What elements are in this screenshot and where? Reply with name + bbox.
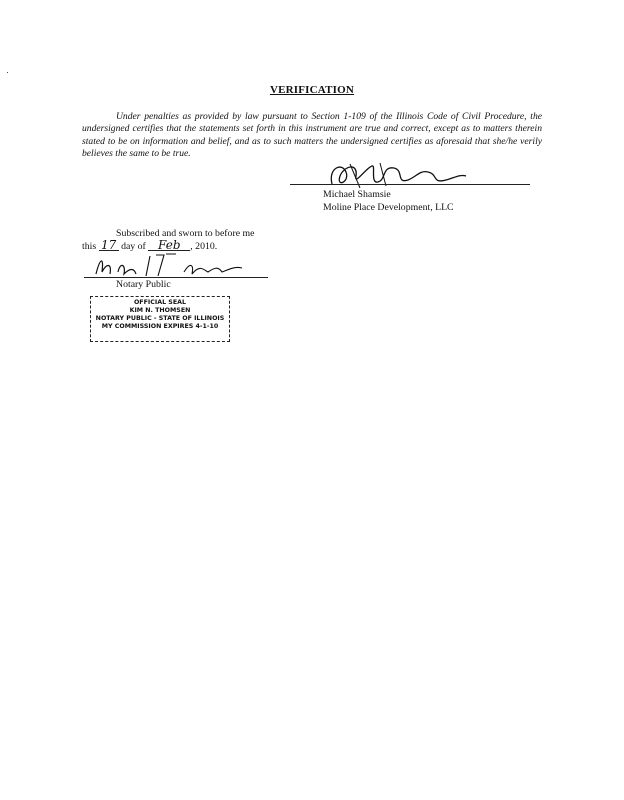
notary-public-label: Notary Public bbox=[116, 279, 171, 290]
jurat-year: , 2010. bbox=[190, 241, 218, 252]
verification-text: Under penalties as provided by law pursuant to Section 1-109 of the Illinois Code of Civil Procedure, the undersigned certifies that the statements set forth in this instrument are true and correct, except as to matters therein stated to be on information and belief, and as to such matters the undersigned certifies as aforesaid that she/he verily believes the same to be true. bbox=[82, 111, 542, 159]
seal-line-4: MY COMMISSION EXPIRES 4-1-10 bbox=[101, 323, 219, 330]
verification-paragraph bbox=[82, 111, 542, 160]
jurat-day: 17 bbox=[99, 240, 119, 251]
scan-speck bbox=[7, 72, 8, 73]
jurat-day-of: day of bbox=[121, 241, 146, 252]
official-seal-stamp bbox=[90, 296, 230, 342]
signer-name: Michael Shamsie bbox=[323, 189, 391, 200]
seal-line-1: OFFICIAL SEAL bbox=[133, 299, 187, 306]
signer-company: Moline Place Development, LLC bbox=[323, 202, 454, 213]
signature-line bbox=[290, 184, 530, 185]
jurat-this: this bbox=[82, 241, 97, 252]
seal-line-3: NOTARY PUBLIC - STATE OF ILLINOIS bbox=[95, 315, 225, 322]
notary-signature-line bbox=[84, 277, 268, 278]
jurat-month: Feb bbox=[148, 240, 190, 251]
notary-signature bbox=[90, 250, 250, 280]
jurat-line-1: Subscribed and sworn to before me bbox=[116, 228, 255, 239]
signer-signature bbox=[320, 158, 470, 192]
seal-line-2: KIM N. THOMSEN bbox=[129, 307, 191, 314]
document-title: VERIFICATION bbox=[269, 84, 355, 96]
